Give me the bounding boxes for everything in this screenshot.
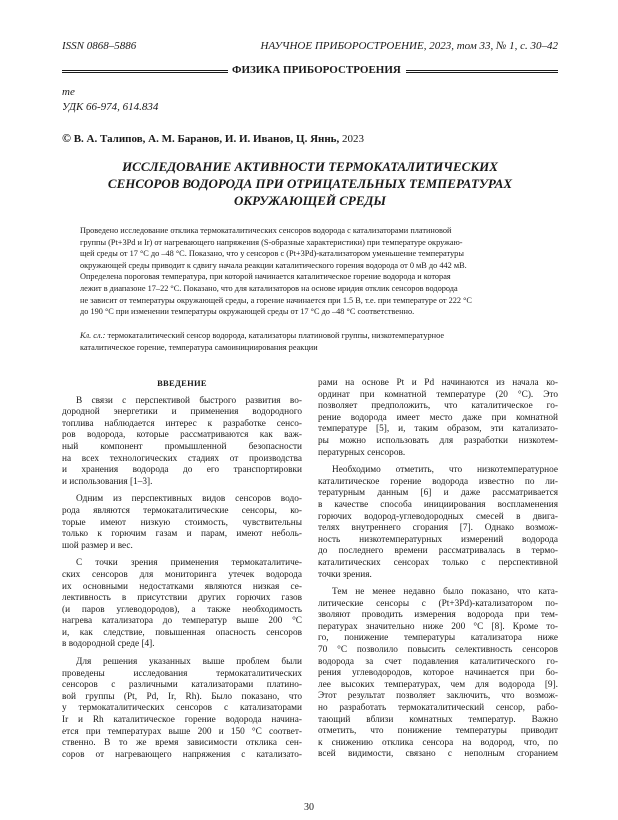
- section-band: [62, 64, 558, 78]
- journal-issn: ISSN 0868–5886: [62, 40, 137, 52]
- text-line: температуре [5], и, таким образом, эти катализато-: [318, 424, 558, 435]
- text-line: их основными недостатками являются низкая се-: [62, 581, 302, 592]
- text-line: Тем не менее недавно было показано, что ката-: [332, 587, 558, 598]
- text-line: у термокаталитических сенсоров с катализаторами: [62, 703, 302, 714]
- text-line: в водородной среде [4].: [62, 639, 155, 650]
- text-line: телях внутреннего сгорания [7]. Однако возмож-: [318, 523, 558, 534]
- keywords-label: Кл. сл.:: [80, 331, 106, 340]
- abstract: [80, 225, 543, 318]
- text-line: Необходимо отметить, что низкотемпературное: [332, 465, 558, 476]
- keywords-line: [80, 330, 543, 342]
- text-line: до последнего времени рассматривалась в термо-: [318, 546, 558, 557]
- text-line: пературных сенсоров.: [318, 447, 406, 458]
- title-line: ИССЛЕДОВАНИЕ АКТИВНОСТИ ТЕРМОКАТАЛИТИЧЕСКИХ: [122, 159, 498, 174]
- abstract-line: не зависит от температуры окружающей среды, а горение начинается при 1.5 В, т.е. при температуре от 222 °С: [80, 295, 472, 305]
- abstract-line: окружающей среды приводит к сдвигу начала реакции каталитического горения водорода от 0 мВ до 442 мВ.: [80, 260, 467, 270]
- text-line: к снижению отклика сенсора на водород, что, по: [318, 737, 558, 748]
- text-line: тающий вблизи комнатных температур. Важно: [318, 714, 558, 725]
- text-line: Для решения указанных выше проблем были: [76, 657, 302, 668]
- text-line: С точки зрения применения термокаталитиче-: [76, 558, 302, 569]
- text-line: на всех технологических стадиях от производства: [62, 453, 302, 464]
- abstract-line: до 190 °С при изменении температуры окружающей среды от 17 °С до –48 °С соответственно.: [80, 307, 415, 317]
- page-number: 30: [304, 802, 314, 813]
- text-line: рение водорода имеет место даже при комнатной: [318, 412, 558, 423]
- text-line: зволяют проводить измерения водорода при тем-: [318, 610, 558, 621]
- text-line: но разработать термокаталитический сенсор, рабо-: [318, 703, 558, 714]
- body-column-right: [318, 378, 558, 761]
- text-line: ственно. В то же время зависимости отклика сен-: [62, 738, 302, 749]
- body-column-left: [62, 378, 302, 761]
- text-line: Одним из перспективных видов сенсоров водо-: [76, 494, 302, 505]
- text-line: лективность в присутствии других горючих газов: [62, 593, 302, 604]
- text-line: и хранения водорода до его транспортировки: [62, 465, 302, 476]
- abstract-line: лежит в диапазоне 17–22 °С. Показано, что для катализаторов на основе иридия отклик сенсоров водорода: [80, 283, 458, 293]
- text-line: ры можно использовать для разработки низкотем-: [318, 435, 558, 446]
- article-tag: те: [62, 86, 75, 98]
- text-line: всей видимости, связано с неполным сгоранием: [318, 749, 558, 760]
- text-line: ется при температурах выше 200 и 150 °С соответ-: [62, 726, 302, 737]
- abstract-line: Проведено исследование отклика термокаталитических сенсоров водорода с катализаторами платиновой: [80, 226, 452, 235]
- text-line: го, понижение температуры катализатора ниже: [318, 633, 558, 644]
- text-line: сенсоров с различными катализаторами платино-: [62, 680, 302, 691]
- section-heading-introduction: ВВЕДЕНИЕ: [157, 378, 207, 388]
- text-line: ских сенсоров для мониторинга утечек водорода: [62, 569, 302, 580]
- text-line: лее высоких температурах, чем для водорода [9].: [318, 679, 558, 690]
- text-line: и, как следствие, повышенная опасность сенсоров: [62, 627, 302, 638]
- text-line: каталитическое горение водорода известно по ли-: [318, 476, 558, 487]
- text-line: отметить, что понижение температуры приводит: [318, 726, 558, 737]
- section-rule-left: [62, 70, 228, 73]
- keywords: [80, 330, 543, 353]
- abstract-line: группы (Pt+3Pd и Ir) от нагревающего напряжения (S-образные характеристики) при температуре окружаю-: [80, 237, 463, 247]
- article-title: [62, 158, 558, 209]
- author-line: [62, 131, 364, 146]
- udk-code: УДК 66-974, 614.834: [62, 101, 159, 113]
- abstract-line: щей среды от 17 °С до –48 °С. Показано, что у сенсоров с (Pt+3Pd)-катализатором уменьшение температуры: [80, 249, 464, 259]
- title-line: ОКРУЖАЮЩЕЙ СРЕДЫ: [233, 193, 387, 208]
- text-line: рода являются термокаталитические сенсоры, ко-: [62, 505, 302, 516]
- author-names: В. А. Талипов, А. М. Баранов, И. И. Иванов, Ц. Яннь,: [73, 133, 340, 145]
- text-line: В связи с перспективой быстрого развития во-: [76, 395, 302, 406]
- text-line: Ir и Rh каталитическое горение водорода начина-: [62, 715, 302, 726]
- text-line: пературах значительно ниже 200 °С [8]. Кроме то-: [318, 621, 558, 632]
- keywords-line: каталитическое горение, температура самоинициирования реакции: [80, 342, 318, 352]
- text-line: вой группы (Pt, Pd, Ir, Rh). Было показано, что: [62, 691, 302, 702]
- text-line: Этот результат позволяет заключить, что возмож-: [318, 691, 558, 702]
- title-line: СЕНСОРОВ ВОДОРОДА ПРИ ОТРИЦАТЕЛЬНЫХ ТЕМПЕРАТУРАХ: [107, 176, 513, 191]
- text-line: (и паров углеводородов), а также необходимость: [62, 604, 302, 615]
- section-rule-right: [406, 70, 558, 73]
- text-line: шой размер и вес.: [62, 540, 133, 551]
- text-line: ординат при комнатной температуре (20 °С). Это: [318, 389, 558, 400]
- text-line: дородной энергетики и применения водородного: [62, 407, 302, 418]
- journal-citation: НАУЧНОЕ ПРИБОРОСТРОЕНИЕ, 2023, том 33, № 1, с. 30–42: [260, 40, 558, 52]
- text-line: каталитических сенсорах только с перспективной: [318, 557, 558, 568]
- text-line: рами на основе Pt и Pd начинаются из начала ко-: [318, 378, 558, 388]
- text-line: позволяет предположить, что каталитическое го-: [318, 401, 558, 412]
- section-title: ФИЗИКА ПРИБОРОСТРОЕНИЯ: [232, 64, 401, 76]
- text-line: нагрева катализатора до температур выше 200 °С: [62, 616, 302, 627]
- copyright-year: 2023: [342, 133, 364, 145]
- copyright-symbol: ©: [62, 131, 71, 145]
- text-line: топлива наблюдается интерес к разработке сенсо-: [62, 418, 302, 429]
- text-line: соров от нагревающего напряжения с катализато-: [62, 749, 302, 760]
- text-line: ный компонент промышленной безопасности: [62, 441, 302, 452]
- text-line: в качестве способа инициирования воспламенения: [318, 499, 558, 510]
- text-line: ность низкотемпературных измерений водорода: [318, 534, 558, 545]
- text-line: ров водорода, которые рассматриваются как важ-: [62, 430, 302, 441]
- text-line: горючих водород-углеводородных смесей в двига-: [318, 511, 558, 522]
- text-line: проведены исследования термокаталитических: [62, 668, 302, 679]
- abstract-line: Определена пороговая температура, при которой начинается каталитическое горение водорода и которая: [80, 272, 451, 282]
- keywords-text: термокаталитический сенсор водорода, катализаторы платиновой группы, низкотемпературное: [107, 331, 445, 340]
- text-line: только к горючим газам и парам, имеют неболь-: [62, 529, 302, 540]
- text-line: точки зрения.: [318, 569, 372, 580]
- text-line: торые имеют низкую стоимость, чувствительны: [62, 517, 302, 528]
- text-line: тературным данным [6] и даже рассматривается: [318, 488, 558, 499]
- text-line: рения углеводородов, которое начинается при бо-: [318, 668, 558, 679]
- text-line: и использования [1–3].: [62, 476, 153, 487]
- text-line: водорода за счет подавления каталитического го-: [318, 656, 558, 667]
- text-line: литические сенсоры с (Pt+3Pd)-катализатором по-: [318, 598, 558, 609]
- text-line: 70 °С позволило повысить селективность сенсоров: [318, 645, 558, 656]
